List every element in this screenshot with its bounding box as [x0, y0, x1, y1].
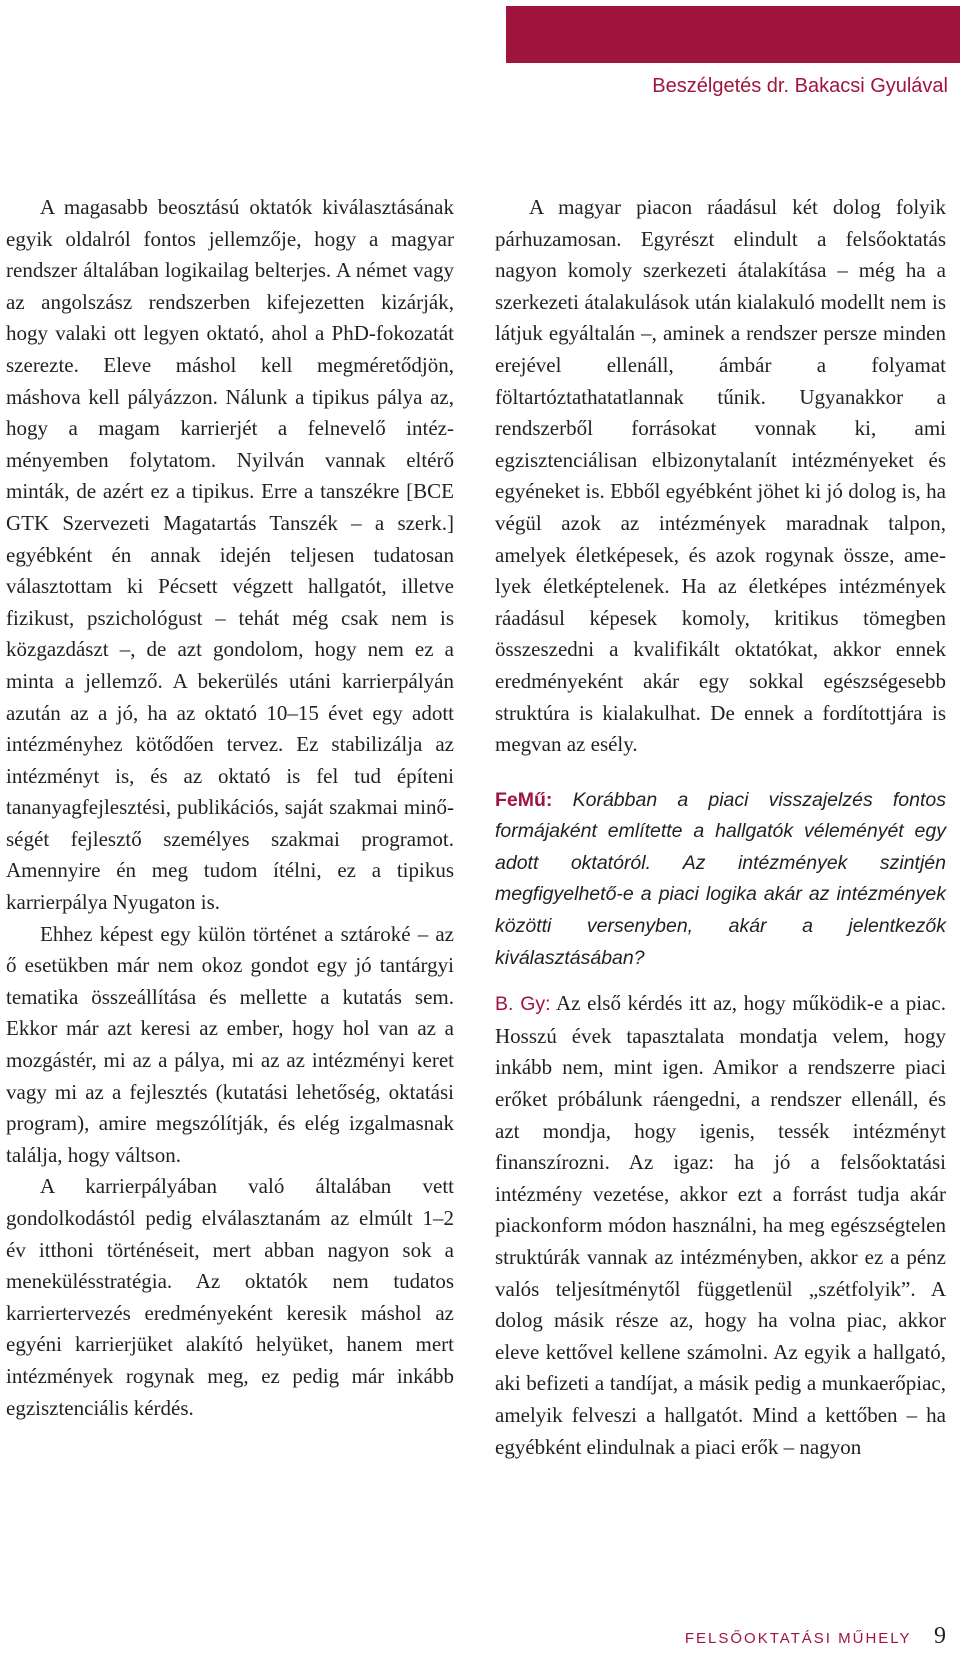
page-number: 9	[934, 1623, 946, 1649]
running-header-title: Beszélgetés dr. Bakacsi Gyulával	[652, 75, 948, 97]
right-column	[495, 192, 946, 1463]
left-paragraph-3: A karrierpályában való általában vett gondolkodástól pedig elválasztanám az elmúlt 1–2 év itthoni történéseit, mert abban nagyon sok a menekülésstratégia. Az oktatók nem tudatos karriertervezés eredményeként keresik máshol az egyéni karrierjüket alakító helyüket, hanem mert intézmények rogynak meg, ez pedig már inkább egzisztenciális kérdés.	[6, 1174, 454, 1420]
answer-speaker: B. Gy:	[495, 993, 551, 1016]
question-text: Korábban a piaci visszajelzés fontos formájaként említette a hallgatók véleményét egy adott oktatóról. Az intézmények szintjén megfigyelhető-e a piaci logika akár az intézmények közötti versenyben, akár a jelentkezők kiválasztásában?	[495, 788, 946, 969]
page-footer	[685, 1623, 946, 1650]
footer-journal-name: FELSŐOKTATÁSI MŰHELY	[684, 1630, 912, 1647]
interview-question	[495, 785, 946, 975]
right-paragraph-1: A magyar piacon ráadásul két dolog folyik párhuzamosan. Egyrészt elindult a felsőoktatás nagyon komoly szerkezeti átalakítása – még ha a szerkezeti átalakulások után kialakuló modellt nem is látjuk egyáltalán –, aminek a rendszer persze minden erejével ellenáll, ámbár a folyamat föltartóztathatatlannak tűnik. Ugyanakkor a rendszerből forrásokat vonnak ki, ami egzisztenciálisan elbizonytalanít intézményeket és egyéneket is. Ebből egyébként jöhet ki jó dolog is, ha végül azok az intézmények maradnak talpon, amelyek életképesek, és azok rogynak össze, amelyek életképtelenek. Ha az életképes intézmények ráadásul képesek komoly, kritikus tömegben összeszedni a kvalifikált oktatókat, akkor ennek eredményeként akár egy sokkal egészségesebb struktúra is kialakulhat. De ennek a fordítottjára is megvan az esély.	[495, 195, 946, 757]
question-speaker: FeMű:	[495, 788, 553, 811]
left-column	[6, 192, 454, 1424]
answer-text: Az első kérdés itt az, hogy működik-e a piac. Hosszú évek tapasztalata mondatja velem, hogy inkább nem, mint igen. Amikor a rendszerre piaci erőket próbálunk ráengedni, a rendszer ellenáll, és azt mondja, hogy igenis, tessék intézményt finanszírozni. Az igaz: ha jó a felsőoktatási intézmény vezetése, akkor ezt a forrást tudja akár piackonform módon használni, ha meg egészségtelen struktúrák vannak az intézményben, akkor ez a pénz valós teljesítménytől függetlenül „szétfolyik”. A dolog másik része az, hogy ha volna piac, akkor eleve kettővel kellene számolni. Az egyik a hallgató, aki befizeti a tandíjat, a másik pedig a munkaerőpiac, amelyik felveszi a hallgatót. Mind a kettőben – ha egyébként elindulnak a piaci erők – nagyon	[495, 991, 946, 1459]
left-paragraph-1: A magasabb beosztású oktatók kiválasztásának egyik oldalról fontos jellemzője, hogy a magyar rendszer általában logikailag belterjes. A német vagy az angolszász rendszerben kifejezetten kizárják, hogy valaki ott legyen oktató, ahol a PhD-fokozatát szerezte. Eleve máshol kell megméretődjön, máshova kell pályázzon. Nálunk a tipikus pálya az, hogy a magam karrierjét a felnevelő intézményemben folytatom. Nyilván vannak eltérő minták, de azért ez a tipikus. Erre a tanszékre [BCE GTK Szervezeti Magatartás Tanszék – a szerk.] egyébként én annak idején teljesen tudatosan választottam ki Pécsett végzett hallgatót, illetve fizikust, pszichológust – tehát még csak nem is közgazdászt –, de azt gondolom, hogy nem ez a minta a jellemző. A bekerülés utáni karrierpályán azután az a jó, ha az oktató 10–15 évet egy adott intézményhez kötődően tervez. Ez stabilizálja az intézményt is, és az oktató is fel tud építeni tananyagfejlesztési, publikációs, saját szakmai minőségét fejlesztő személyes szakmai programot. Amennyire én meg tudom ítélni, ez a tipikus karrierpálya Nyugaton is.	[6, 195, 454, 915]
header-color-bar	[506, 6, 960, 63]
left-paragraph-2: Ehhez képest egy külön történet a sztároké – az ő esetükben már nem okoz gondot egy jó tantárgyi tematika összeállítása és mellette a kutatás sem. Ekkor már azt keresi az ember, hogy hol van az a mozgástér, mi az a pálya, mi az az intézményi keret vagy mi az a fejlesztés (kutatási lehetőség, oktatási program), amire megszólítják, és elég izgalmasnak találja, hogy váltson.	[6, 921, 454, 1167]
interview-answer	[495, 988, 946, 1463]
